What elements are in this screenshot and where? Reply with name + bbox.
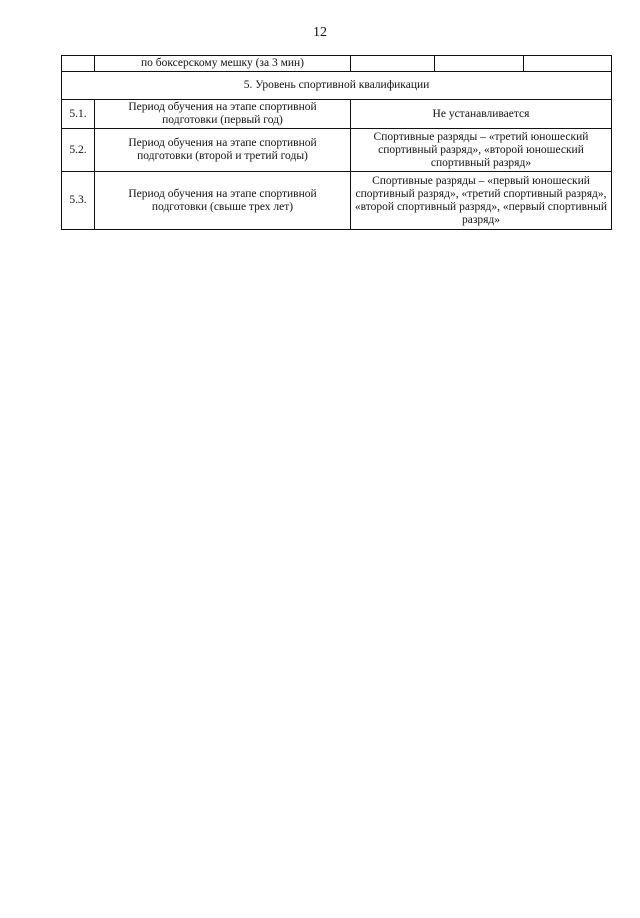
table-row (62, 100, 612, 129)
table-section-header (62, 72, 612, 100)
row-requirement: Спортивные разряды – «первый юношеский спортивный разряд», «третий спортивный разряд», «второй спортивный разряд», «первый спортивный разряд» (351, 172, 612, 230)
table-cell-empty (62, 56, 95, 72)
row-period: Период обучения на этапе спортивной подготовки (свыше трех лет) (95, 172, 351, 230)
table-row (62, 129, 612, 172)
row-period: Период обучения на этапе спортивной подготовки (второй и третий годы) (95, 129, 351, 172)
table-cell-empty (351, 56, 435, 72)
row-number: 5.1. (62, 100, 95, 129)
table-cell-empty (435, 56, 524, 72)
table-cell-empty (524, 56, 612, 72)
row-period: Период обучения на этапе спортивной подготовки (первый год) (95, 100, 351, 129)
table-cell-exercise: по боксерскому мешку (за 3 мин) (95, 56, 351, 72)
table-row-continuation (62, 56, 612, 72)
section-title: 5. Уровень спортивной квалификации (62, 72, 612, 100)
row-requirement: Не устанавливается (351, 100, 612, 129)
row-number: 5.3. (62, 172, 95, 230)
row-requirement: Спортивные разряды – «третий юношеский спортивный разряд», «второй юношеский спортивный разряд» (351, 129, 612, 172)
qualification-table (61, 55, 612, 230)
table-row (62, 172, 612, 230)
page-number: 12 (313, 25, 327, 40)
row-number: 5.2. (62, 129, 95, 172)
